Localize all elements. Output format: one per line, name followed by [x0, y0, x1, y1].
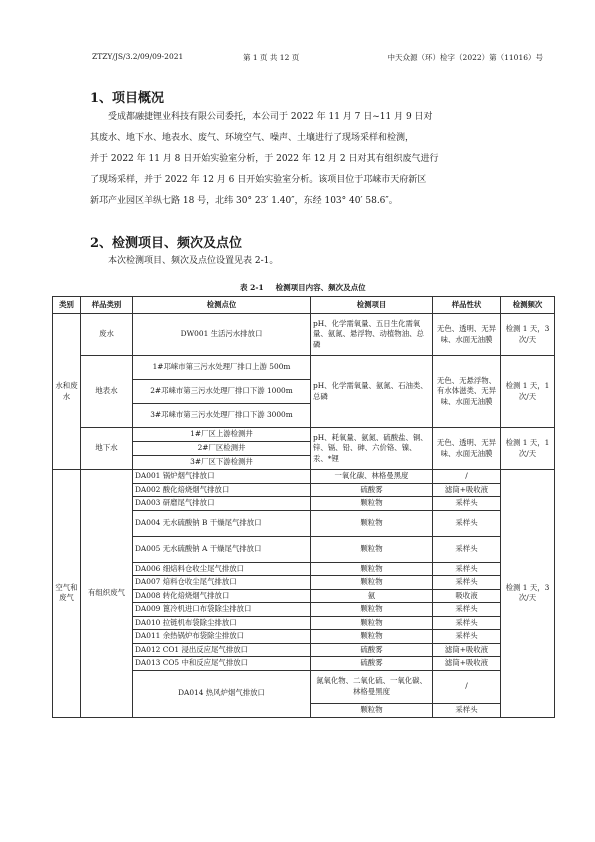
point-cell: DA009 篦冷机进口布袋除尘排放口 [133, 603, 311, 617]
items-cell: pH、耗氧量、氨氮、硫酸盐、铜、锌、镉、铅、砷、六价铬、镍、汞、*锂 [311, 428, 433, 470]
point-cell: DA003 研磨尾气排放口 [133, 497, 311, 511]
state-cell: 采样头 [433, 616, 501, 630]
table-header-row [53, 297, 555, 314]
items-cell: 一氧化碳、林格曼黑度 [311, 470, 433, 484]
paragraph-line: 新邛产业园区羊纵七路 18 号，北纬 30° 23′ 1.40″，东经 103° 40′ 58.6″。 [90, 196, 398, 206]
table-caption-text: 检测项目内容、频次及点位 [275, 283, 366, 292]
page-number: 第 1 页 共 12 页 [243, 53, 300, 62]
point-cell: 3#邛崃市第三污水处理厂排口下游 3000m [133, 404, 311, 428]
state-cell: 采样头 [433, 576, 501, 590]
paragraph-line: 受成都融捷锂业科技有限公司委托，本公司于 2022 年 11 月 7 日~11 月 9 日对 [108, 112, 433, 122]
point-cell: 1#邛崃市第三污水处理厂排口上游 500m [133, 356, 311, 380]
point-cell: DA002 酸化焙烧烟气排放口 [133, 483, 311, 497]
frequency-cell: 检测 1 天，1 次/天 [501, 356, 555, 428]
paragraph-line: 并于 2022 年 11 月 8 日开始实验室分析，于 2022 年 12 月 2 日对其有组织废气进行 [90, 154, 439, 164]
state-cell: 采样头 [433, 562, 501, 576]
category-water: 水和废水 [53, 314, 81, 470]
state-cell: 采样头 [433, 510, 501, 536]
point-cell: DA014 热风炉烟气排放口 [133, 670, 311, 717]
paragraph-line: 了现场采样，并于 2022 年 12 月 6 日开始实验室分析。该项目位于邛崃市天府新区 [90, 175, 427, 185]
doc-code: ZTZY/JS/3.2/09/09-2021 [92, 52, 184, 61]
items-cell: 颗粒物 [311, 576, 433, 590]
sample-type: 地下水 [81, 428, 133, 470]
header-category: 类别 [53, 297, 81, 314]
header-sample-type: 样品类别 [81, 297, 133, 314]
state-cell: 吸收液 [433, 589, 501, 603]
items-cell: 颗粒物 [311, 630, 433, 644]
point-cell: DA013 CO5 中和反应尾气排放口 [133, 657, 311, 671]
paragraph-line: 其废水、地下水、地表水、废气、环境空气、噪声、土壤进行了现场采样和检测， [90, 133, 415, 143]
items-cell: 硫酸雾 [311, 643, 433, 657]
point-cell: 2#厂区检测井 [133, 442, 311, 456]
point-cell: DA008 转化焙烧烟气排放口 [133, 589, 311, 603]
point-cell: DA001 锅炉烟气排放口 [133, 470, 311, 484]
table-row [53, 470, 555, 484]
items-cell: 颗粒物 [311, 703, 433, 717]
state-cell: / [433, 470, 501, 484]
state-cell: 采样头 [433, 536, 501, 562]
point-cell: DA006 细焙料仓收尘尾气排放口 [133, 562, 311, 576]
state-cell: 无色、透明、无异味、水面无油膜 [433, 314, 501, 356]
sample-type: 废水 [81, 314, 133, 356]
state-cell: 滤筒+吸收液 [433, 657, 501, 671]
state-cell: 采样头 [433, 630, 501, 644]
items-cell: 颗粒物 [311, 510, 433, 536]
items-cell: 氮氧化物、二氧化硫、一氧化碳、林格曼黑度 [311, 670, 433, 703]
point-cell: DA011 余热锅炉布袋除尘排放口 [133, 630, 311, 644]
header-items: 检测项目 [311, 297, 433, 314]
sample-type: 地表水 [81, 356, 133, 428]
table-number: 表 2-1 [240, 283, 264, 292]
state-cell: / [433, 670, 501, 703]
items-cell: 颗粒物 [311, 616, 433, 630]
state-cell: 采样头 [433, 603, 501, 617]
items-cell: 颗粒物 [311, 497, 433, 511]
header-point: 检测点位 [133, 297, 311, 314]
point-cell: DA012 CO1 浸出反应尾气排放口 [133, 643, 311, 657]
state-cell: 采样头 [433, 703, 501, 717]
point-cell: DA005 无水硫酸钠 A 干燥尾气排放口 [133, 536, 311, 562]
table-row [53, 356, 555, 380]
state-cell: 无色、无悬浮物、有水体滋类、无异味、水面无油膜 [433, 356, 501, 428]
project-overview-paragraph [90, 107, 530, 212]
point-cell: DA007 焙料仓收尘尾气排放口 [133, 576, 311, 590]
frequency-cell: 检测 1 天，1 次/天 [501, 428, 555, 470]
items-cell: pH、化学需氧量、五日生化需氧量、氨氮、悬浮物、动植物油、总磷 [311, 314, 433, 356]
point-cell: 3#厂区下游检测井 [133, 456, 311, 470]
section-2-title: 2、检测项目、频次及点位 [90, 236, 243, 251]
state-cell: 滤筒+吸收液 [433, 483, 501, 497]
table-row [53, 314, 555, 356]
point-cell: DA004 无水硫酸钠 B 干燥尾气排放口 [133, 510, 311, 536]
category-air: 空气和废气 [53, 470, 81, 718]
header-state: 样品性状 [433, 297, 501, 314]
detection-table [52, 296, 554, 718]
point-cell: DW001 生活污水排放口 [133, 314, 311, 356]
state-cell: 采样头 [433, 497, 501, 511]
report-number: 中天众源（环）检字（2022）第（11016）号 [387, 53, 543, 62]
frequency-cell: 检测 1 天，3 次/天 [501, 314, 555, 356]
sample-type: 有组织废气 [81, 470, 133, 718]
point-cell: DA010 拉链机布袋除尘排放口 [133, 616, 311, 630]
items-cell: 颗粒物 [311, 603, 433, 617]
table-row [53, 428, 555, 442]
state-cell: 无色、透明、无异味、水面无油膜 [433, 428, 501, 470]
items-cell: 氨 [311, 589, 433, 603]
items-cell: 硫酸雾 [311, 483, 433, 497]
items-cell: pH、化学需氧量、氨氮、石油类、总磷 [311, 356, 433, 428]
items-cell: 颗粒物 [311, 562, 433, 576]
table-caption [240, 282, 378, 293]
header-frequency: 检测频次 [501, 297, 555, 314]
section-2-intro: 本次检测项目、频次及点位设置见表 2-1。 [108, 256, 279, 266]
point-cell: 2#邛崃市第三污水处理厂排口下游 1000m [133, 380, 311, 404]
frequency-cell: 检测 1 天，3 次/天 [501, 470, 555, 718]
items-cell: 颗粒物 [311, 536, 433, 562]
point-cell: 1#厂区上游检测井 [133, 428, 311, 442]
items-cell: 硫酸雾 [311, 657, 433, 671]
section-1-title: 1、项目概况 [90, 91, 165, 106]
state-cell: 滤筒+吸收液 [433, 643, 501, 657]
